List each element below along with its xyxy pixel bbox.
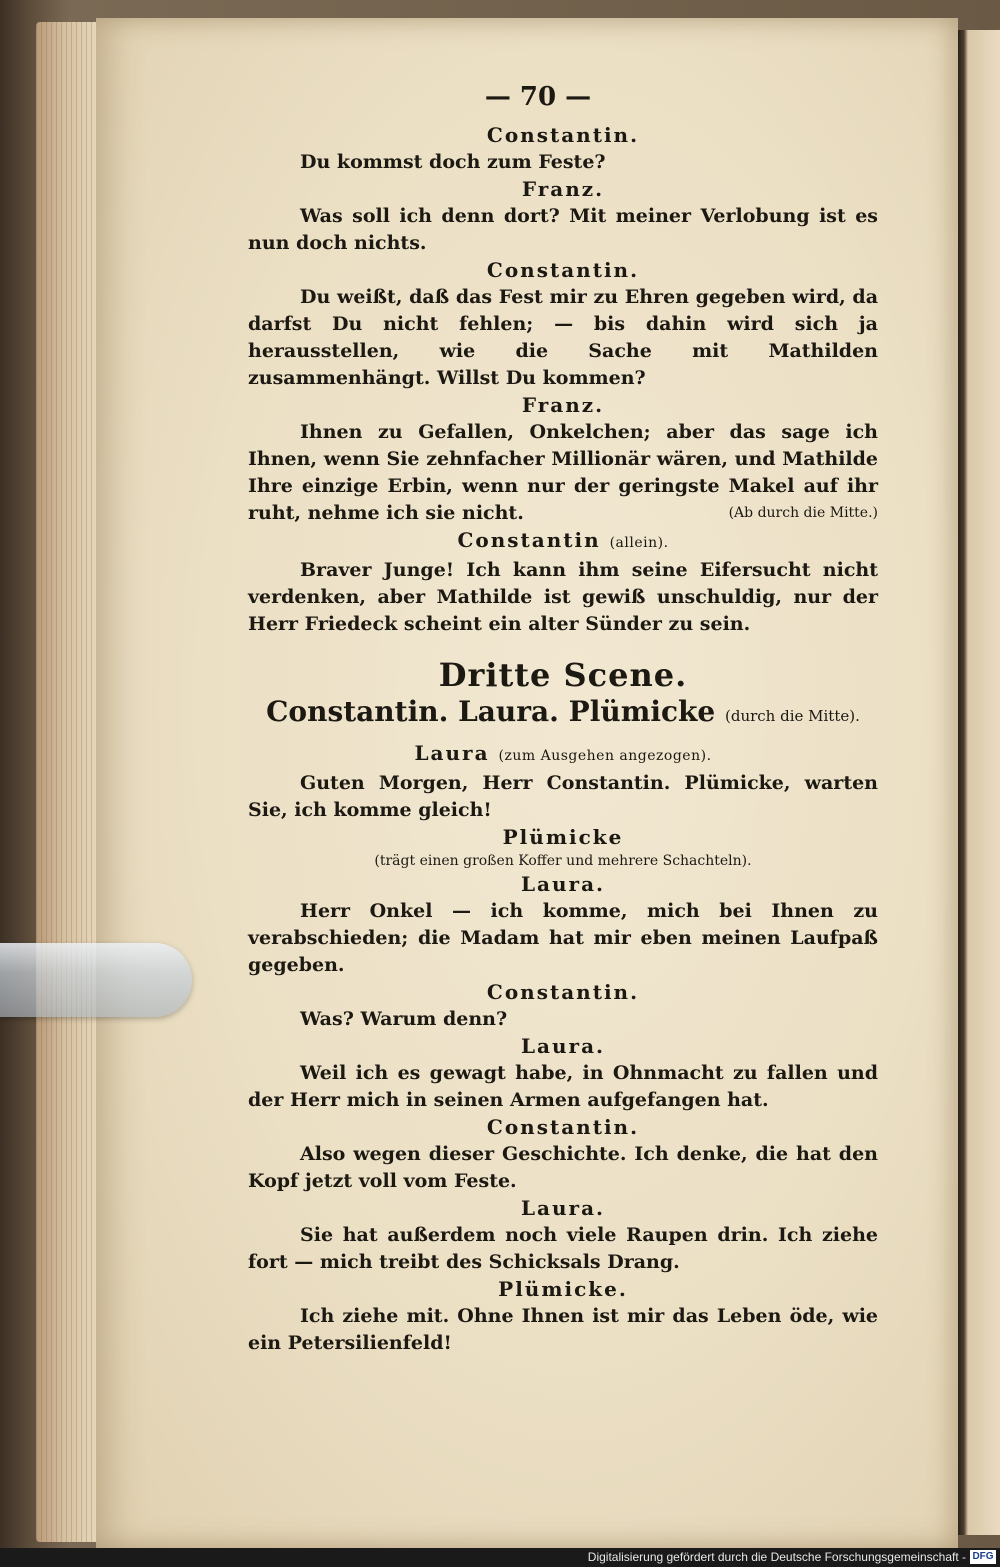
dialogue-part-2 bbox=[248, 740, 878, 1357]
dialogue-text: Sie hat außerdem noch viele Raupen drin. Ich ziehe fort — mich treibt des Schicksals Drang. bbox=[248, 1224, 878, 1273]
dfg-logo: DFG bbox=[970, 1550, 996, 1564]
scene-title: Dritte Scene. bbox=[438, 656, 688, 694]
dialogue-line bbox=[248, 557, 878, 638]
dialogue-line bbox=[248, 284, 878, 392]
dialogue-text: Was? Warum denn? bbox=[300, 1008, 508, 1030]
dialogue-text: Weil ich es gewagt habe, in Ohnmacht zu fallen und der Herr mich in seinen Armen aufgefangen hat. bbox=[248, 1062, 878, 1111]
exit-direction: (Ab durch die Mitte.) bbox=[728, 505, 878, 521]
dialogue-text: Also wegen dieser Geschichte. Ich denke, die hat den Kopf jetzt voll vom Feste. bbox=[248, 1143, 878, 1192]
speaker-label: Laura. bbox=[520, 872, 606, 896]
speaker-label: Franz. bbox=[521, 177, 605, 201]
speaker-name bbox=[248, 257, 878, 284]
speaker-name bbox=[248, 871, 878, 898]
dialogue-text: Braver Junge! Ich kann ihm seine Eifersucht nicht verdenken, aber Mathilde ist gewiß unschuldig, nur der Herr Friedeck scheint ein alter Sünder zu sein. bbox=[248, 559, 878, 635]
dialogue-line bbox=[248, 419, 878, 527]
dialogue-line bbox=[248, 1222, 878, 1276]
dialogue-text: Ich ziehe mit. Ohne Ihnen ist mir das Leben öde, wie ein Petersilienfeld! bbox=[248, 1305, 878, 1354]
speaker-name bbox=[248, 740, 878, 770]
dialogue-line bbox=[248, 1141, 878, 1195]
speaker-name bbox=[248, 1276, 878, 1303]
footer-credit: Digitalisierung gefördert durch die Deutsche Forschungsgemeinschaft - bbox=[587, 1550, 966, 1564]
facing-page-edge bbox=[958, 30, 1000, 1535]
speaker-label: Constantin. bbox=[486, 123, 640, 147]
speaker-name bbox=[248, 527, 878, 557]
dialogue-text: Du kommst doch zum Feste? bbox=[300, 151, 606, 173]
page-number: — 70 — bbox=[484, 82, 592, 112]
scanner-thumb-clip bbox=[0, 943, 192, 1017]
scene-cast bbox=[248, 694, 878, 734]
speaker-label: Plümicke. bbox=[498, 1277, 628, 1301]
dialogue-text: Guten Morgen, Herr Constantin. Plümicke, warten Sie, ich komme gleich! bbox=[248, 772, 878, 821]
speaker-label: Constantin. bbox=[486, 258, 640, 282]
dialogue-line bbox=[248, 898, 878, 979]
speaker-label: Laura. bbox=[520, 1196, 606, 1220]
speaker-label: Laura bbox=[414, 741, 490, 765]
speaker-name bbox=[248, 979, 878, 1006]
speaker-label: Constantin. bbox=[486, 980, 640, 1004]
stage-note: (trägt einen großen Koffer und mehrere Schachteln). bbox=[374, 853, 752, 869]
dialogue-text: Was soll ich denn dort? Mit meiner Verlobung ist es nun doch nichts. bbox=[248, 205, 878, 254]
dialogue-line bbox=[248, 149, 878, 176]
speaker-label: Constantin. bbox=[486, 1115, 640, 1139]
dialogue-text: Ihnen zu Gefallen, Onkelchen; aber das sage ich Ihnen, wenn Sie zehnfacher Millionär wären, und Mathilde Ihre einzige Erbin, wenn nur der geringste Makel auf ihr ruht, nehme ich sie nicht. bbox=[248, 421, 878, 524]
speaker-name bbox=[248, 176, 878, 203]
speaker-label: Laura. bbox=[520, 1034, 606, 1058]
speaker-name bbox=[248, 392, 878, 419]
stage-direction: (zum Ausgehen angezogen). bbox=[498, 748, 712, 764]
dialogue-line bbox=[248, 1006, 878, 1033]
speaker-name bbox=[248, 1114, 878, 1141]
scene-cast-direction: (durch die Mitte). bbox=[724, 707, 860, 725]
stage-direction: (allein). bbox=[609, 535, 669, 551]
speaker-name bbox=[248, 122, 878, 149]
dialogue-part-1 bbox=[248, 122, 878, 638]
dialogue-text: Herr Onkel — ich komme, mich bei Ihnen zu verabschieden; die Madam hat mir eben meinen Laufpaß gegeben. bbox=[248, 900, 878, 976]
dialogue-line bbox=[248, 1303, 878, 1357]
dialogue-text: Du weißt, daß das Fest mir zu Ehren gegeben wird, da darfst Du nicht fehlen; — bis dahin wird sich ja herausstellen, wie die Sache mit Mathilden zusammenhängt. Willst Du kommen? bbox=[248, 286, 878, 389]
dialogue-line bbox=[248, 1060, 878, 1114]
speaker-label: Franz. bbox=[521, 393, 605, 417]
dialogue-line bbox=[248, 770, 878, 824]
speaker-label: Constantin bbox=[457, 528, 601, 552]
speaker-name bbox=[248, 1195, 878, 1222]
dialogue-line bbox=[248, 203, 878, 257]
speaker-name bbox=[248, 1033, 878, 1060]
speaker-label: Plümicke bbox=[502, 825, 624, 849]
speaker-name bbox=[248, 824, 878, 851]
scene-cast-names: Constantin. Laura. Plümicke bbox=[266, 695, 716, 728]
page-text bbox=[248, 82, 878, 1357]
